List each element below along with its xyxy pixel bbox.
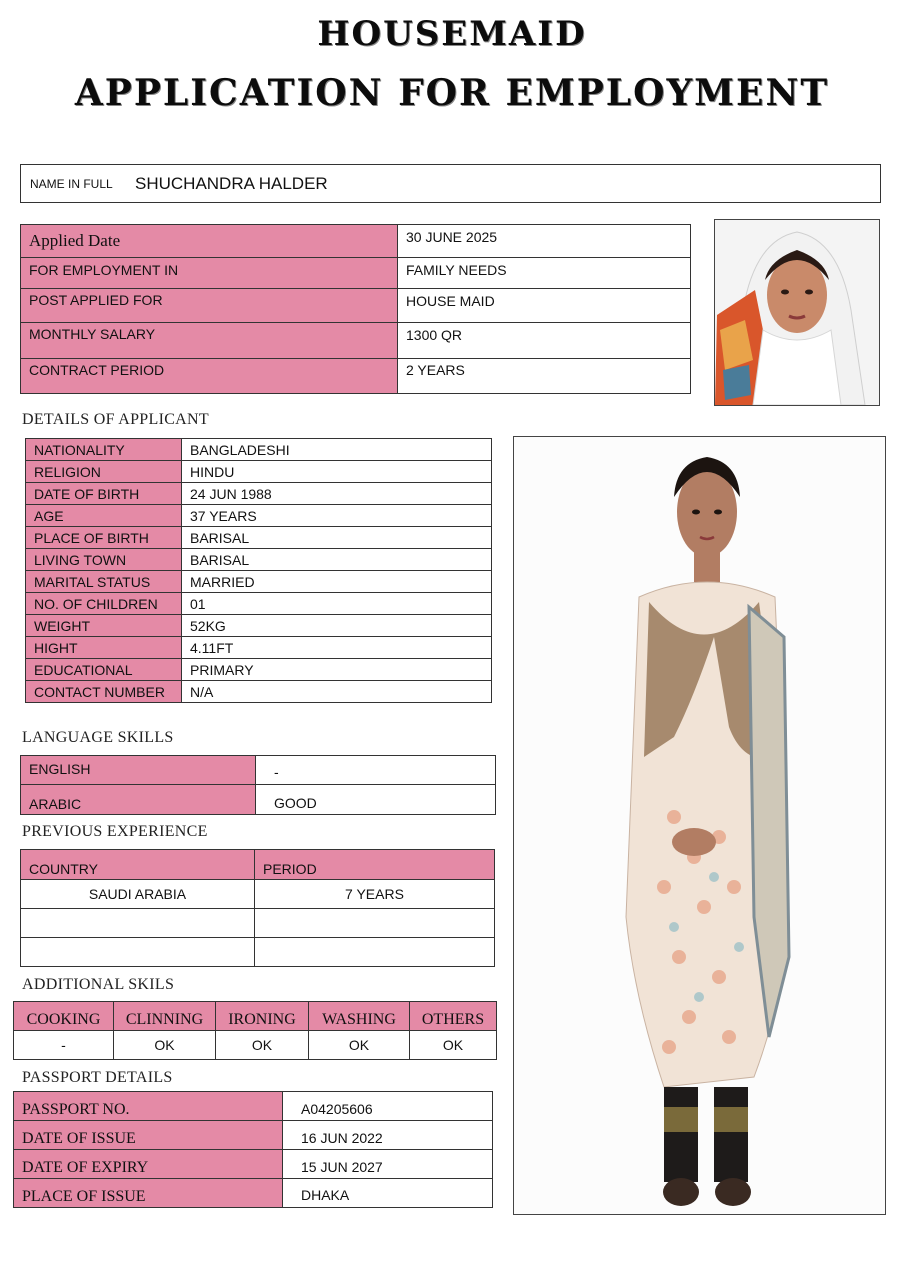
experience-period <box>254 908 495 938</box>
details-label: CONTACT NUMBER <box>26 681 182 703</box>
skill-value: OK <box>409 1030 497 1060</box>
table-row <box>26 659 492 681</box>
employment-value: FAMILY NEEDS <box>397 257 691 289</box>
details-value: 52KG <box>182 615 492 637</box>
details-table <box>25 438 492 703</box>
employment-label: MONTHLY SALARY <box>20 322 398 359</box>
table-row <box>26 615 492 637</box>
details-label: DATE OF BIRTH <box>26 483 182 505</box>
skill-column-cleaning: CLINNING <box>113 1001 216 1031</box>
details-value: 24 JUN 1988 <box>182 483 492 505</box>
details-value: PRIMARY <box>182 659 492 681</box>
title-application: APPLICATION FOR EMPLOYMENT <box>74 72 830 114</box>
details-value: BARISAL <box>182 549 492 571</box>
name-label: NAME IN FULL <box>30 177 113 191</box>
details-value: HINDU <box>182 461 492 483</box>
passport-heading: PASSPORT DETAILS <box>22 1069 173 1086</box>
language-heading: LANGUAGE SKILLS <box>22 729 174 746</box>
employment-value: 1300 QR <box>397 322 691 359</box>
details-value: 37 YEARS <box>182 505 492 527</box>
details-label: WEIGHT <box>26 615 182 637</box>
details-label: AGE <box>26 505 182 527</box>
name-value: SHUCHANDRA HALDER <box>135 174 328 193</box>
details-value: BARISAL <box>182 527 492 549</box>
language-value: - <box>255 755 496 785</box>
passport-value: DHAKA <box>282 1178 493 1208</box>
passport-label: PASSPORT NO. <box>13 1091 283 1121</box>
table-row <box>26 549 492 571</box>
experience-column-country: COUNTRY <box>20 849 255 880</box>
name-row <box>20 164 881 203</box>
table-row <box>26 527 492 549</box>
skill-column-washing: WASHING <box>308 1001 410 1031</box>
language-label: ENGLISH <box>20 755 256 785</box>
experience-period <box>254 937 495 967</box>
details-label: RELIGION <box>26 461 182 483</box>
experience-period: 7 YEARS <box>254 879 495 909</box>
details-label: NO. OF CHILDREN <box>26 593 182 615</box>
title-housemaid: HOUSEMAID <box>317 14 587 54</box>
full-body-photo <box>513 436 886 1215</box>
standing-person-icon <box>514 437 885 1214</box>
skills-heading: ADDITIONAL SKILS <box>22 976 175 993</box>
passport-table <box>13 1091 493 1208</box>
details-value: 4.11FT <box>182 637 492 659</box>
table-row <box>26 483 492 505</box>
skills-table <box>13 1001 497 1060</box>
experience-heading: PREVIOUS EXPERIENCE <box>22 823 208 840</box>
table-row <box>26 439 492 461</box>
portrait-photo <box>714 219 880 406</box>
passport-value: 16 JUN 2022 <box>282 1120 493 1150</box>
passport-label: DATE OF EXPIRY <box>13 1149 283 1179</box>
details-label: EDUCATIONAL <box>26 659 182 681</box>
employment-value: 30 JUNE 2025 <box>397 224 691 258</box>
employment-label: CONTRACT PERIOD <box>20 358 398 394</box>
details-heading: DETAILS OF APPLICANT <box>22 411 209 428</box>
details-value: 01 <box>182 593 492 615</box>
skill-value: - <box>13 1030 114 1060</box>
details-label: MARITAL STATUS <box>26 571 182 593</box>
passport-label: DATE OF ISSUE <box>13 1120 283 1150</box>
employment-label: FOR EMPLOYMENT IN <box>20 257 398 289</box>
passport-value: 15 JUN 2027 <box>282 1149 493 1179</box>
language-value: GOOD <box>255 784 496 815</box>
table-row <box>26 593 492 615</box>
employment-label: Applied Date <box>20 224 398 258</box>
experience-country <box>20 937 255 967</box>
skill-column-ironing: IRONING <box>215 1001 309 1031</box>
details-value: BANGLADESHI <box>182 439 492 461</box>
experience-country: SAUDI ARABIA <box>20 879 255 909</box>
employment-label: POST APPLIED FOR <box>20 288 398 323</box>
passport-value: A04205606 <box>282 1091 493 1121</box>
experience-country <box>20 908 255 938</box>
details-value: MARRIED <box>182 571 492 593</box>
skill-value: OK <box>215 1030 309 1060</box>
table-row <box>26 505 492 527</box>
details-label: NATIONALITY <box>26 439 182 461</box>
details-label: LIVING TOWN <box>26 549 182 571</box>
table-row <box>26 681 492 703</box>
skill-value: OK <box>113 1030 216 1060</box>
employment-value: HOUSE MAID <box>397 288 691 323</box>
table-row <box>26 461 492 483</box>
skill-column-cooking: COOKING <box>13 1001 114 1031</box>
headscarf-portrait-icon <box>715 220 879 405</box>
employment-table <box>20 224 691 394</box>
employment-value: 2 YEARS <box>397 358 691 394</box>
skill-column-others: OTHERS <box>409 1001 497 1031</box>
passport-label: PLACE OF ISSUE <box>13 1178 283 1208</box>
details-label: PLACE OF BIRTH <box>26 527 182 549</box>
experience-column-period: PERIOD <box>254 849 495 880</box>
details-value: N/A <box>182 681 492 703</box>
table-row <box>26 637 492 659</box>
table-row <box>26 571 492 593</box>
experience-table <box>20 849 495 967</box>
details-label: HIGHT <box>26 637 182 659</box>
skill-value: OK <box>308 1030 410 1060</box>
language-table <box>20 755 496 815</box>
language-label: ARABIC <box>20 784 256 815</box>
